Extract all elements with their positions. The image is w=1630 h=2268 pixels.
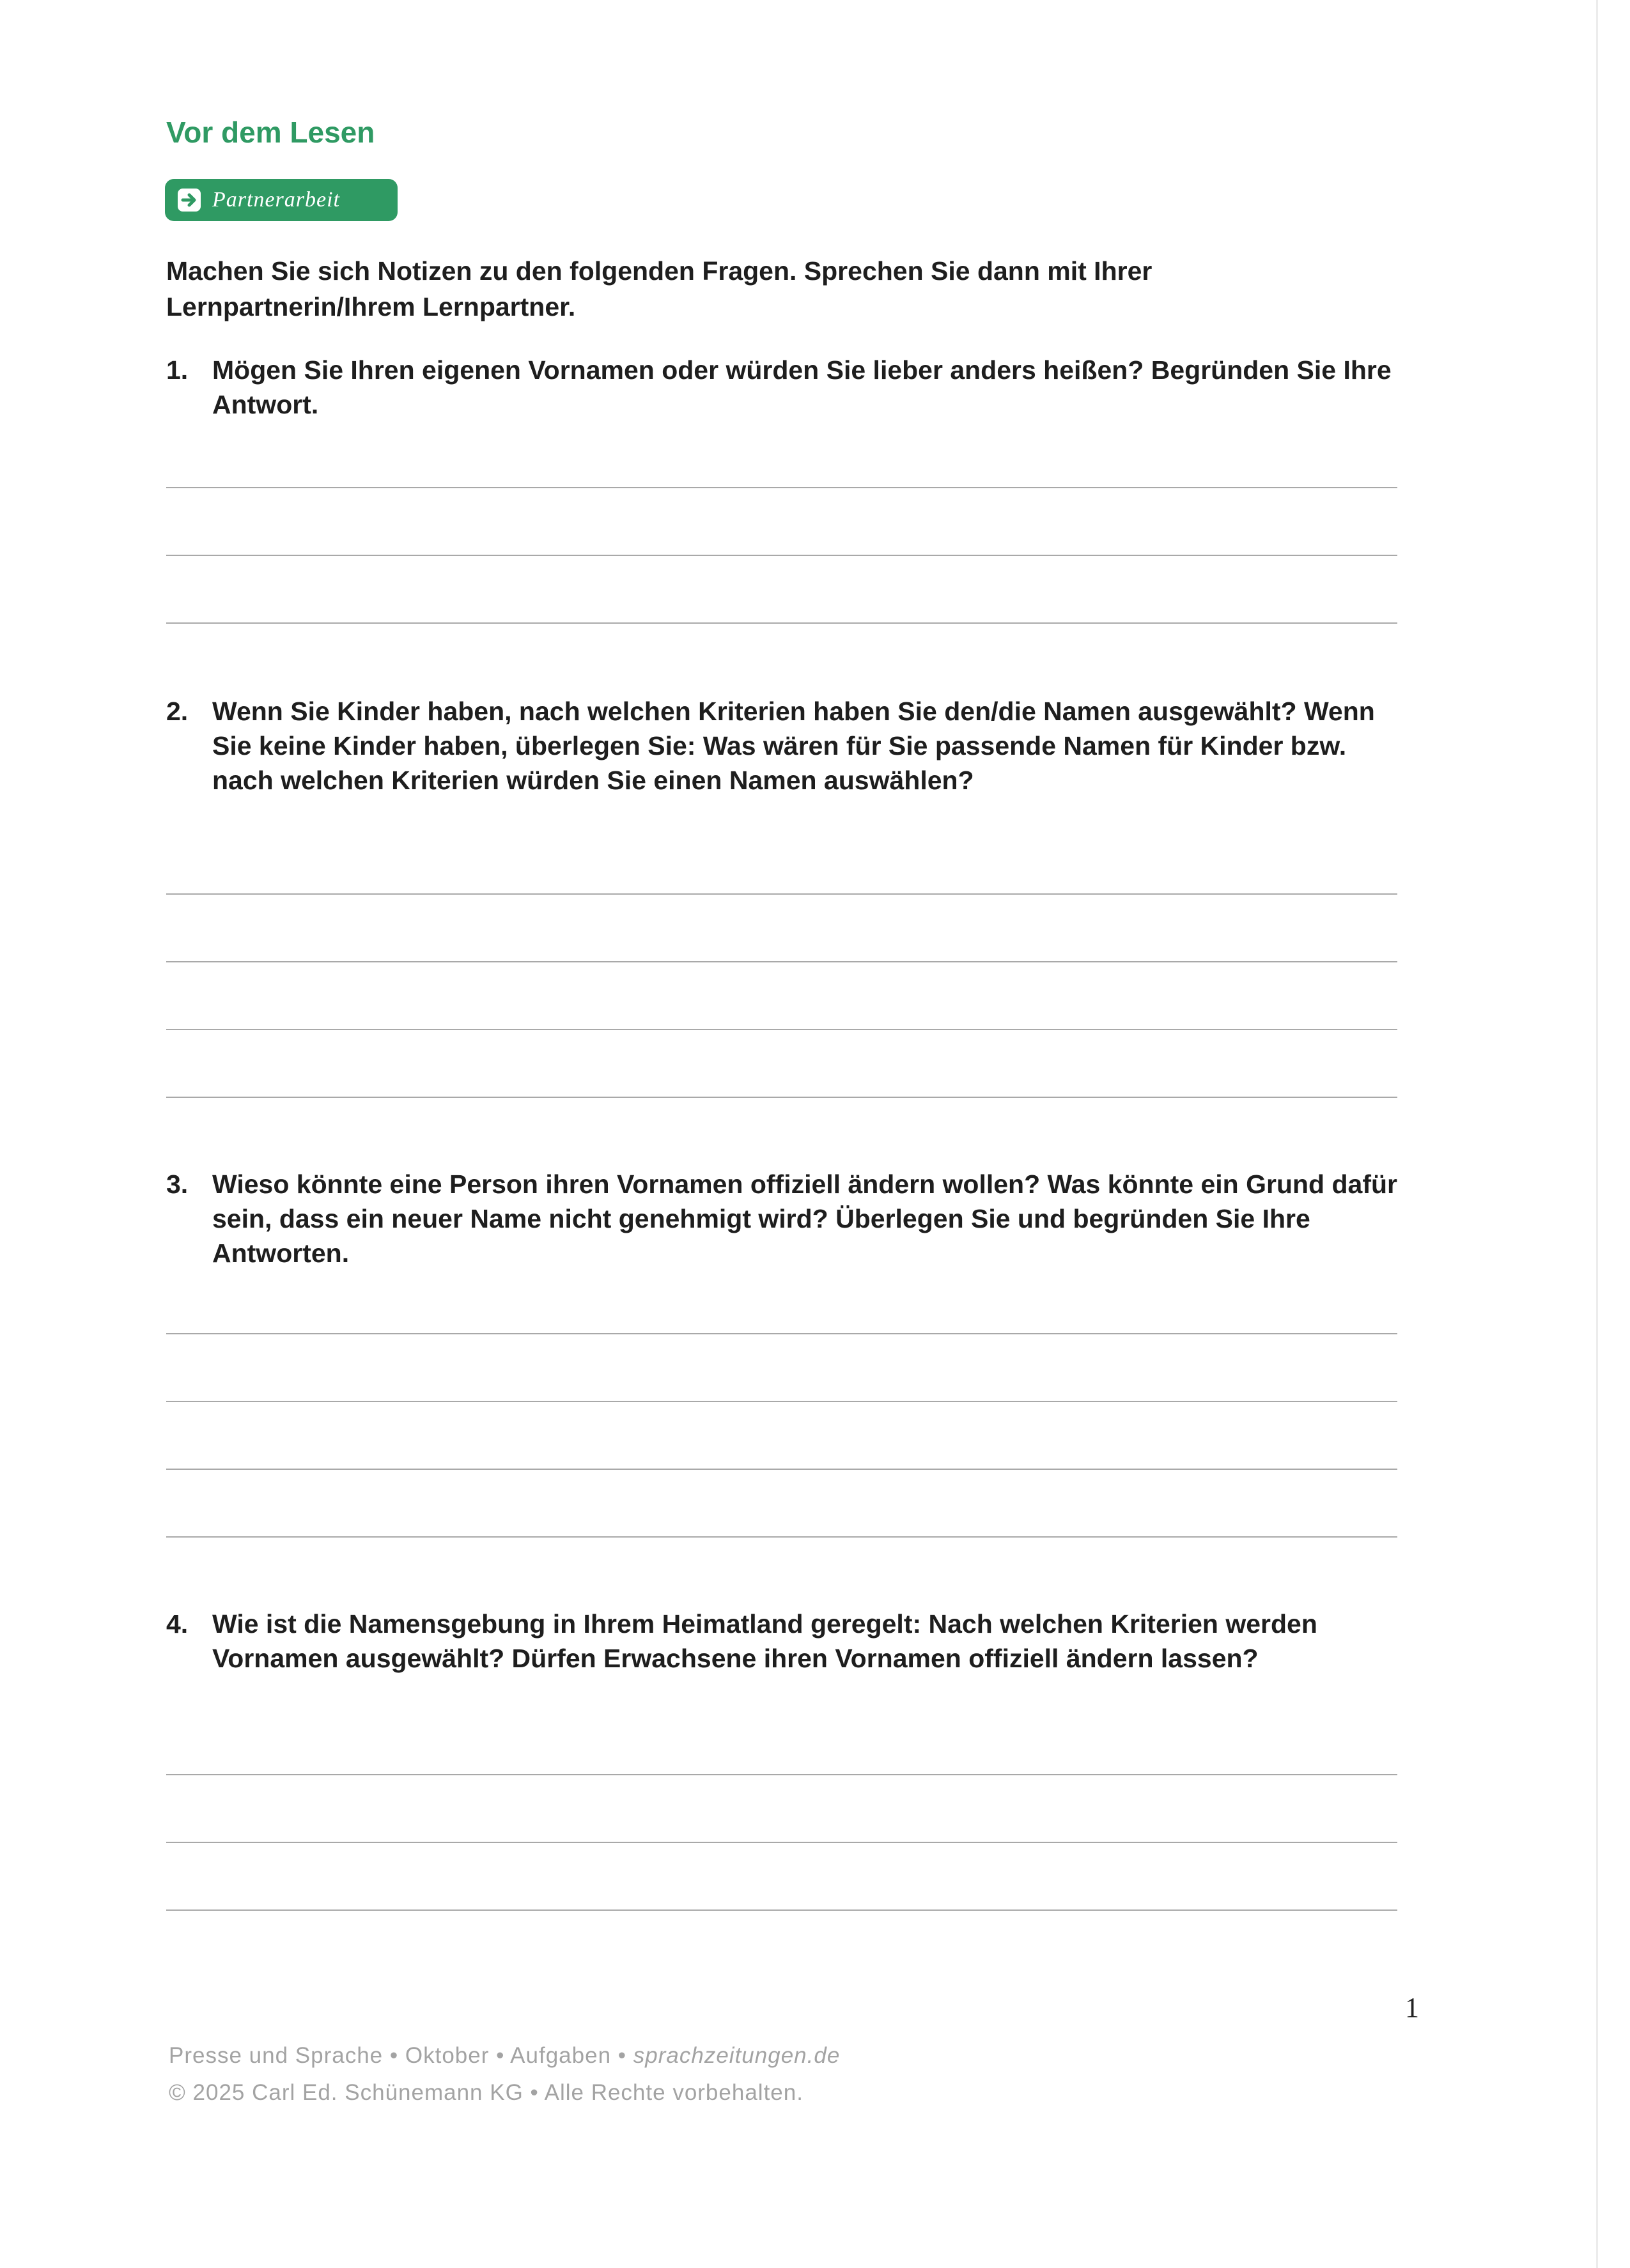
answer-line[interactable] [166,622,1397,624]
footer-separator: • [530,2080,539,2105]
answer-line[interactable] [166,1029,1397,1030]
instruction-text: Machen Sie sich Notizen zu den folgenden Fragen. Sprechen Sie dann mit Ihrer Lernpartnerin/Ihrem Lernpartner. [166,256,1153,321]
answer-line[interactable] [166,1097,1397,1098]
answer-line[interactable] [166,487,1397,488]
question-2 [166,694,1406,798]
badge-label: Partnerarbeit [212,188,340,212]
page-number: 1 [1405,1992,1419,2023]
footer-rights: Alle Rechte vorbehalten. [544,2080,803,2105]
footer-separator: • [617,2043,627,2068]
question-number: 1. [166,355,189,385]
footer [169,2037,840,2111]
footer-publication: Presse und Sprache [169,2043,384,2068]
question-text: Wieso könnte eine Person ihren Vornamen offiziell ändern wollen? Was könnte ein Grund dafür sein, dass ein neuer Name nicht genehmigt wird? Überlegen Sie und begründen Sie Ihre Antworten. [212,1169,1397,1268]
question-number: 4. [166,1609,189,1639]
footer-line-2 [169,2074,840,2111]
question-3 [166,1167,1406,1270]
answer-line[interactable] [166,1469,1397,1470]
answer-line[interactable] [166,1774,1397,1775]
footer-website-link[interactable]: sprachzeitungen.de [633,2043,841,2068]
answer-line[interactable] [166,893,1397,895]
question-1 [166,353,1406,422]
partnerarbeit-badge [165,179,398,221]
question-number: 3. [166,1169,189,1199]
question-4 [166,1607,1406,1676]
footer-copyright: © 2025 Carl Ed. Schünemann KG [169,2080,524,2105]
page-edge [1596,0,1598,2268]
answer-line[interactable] [166,961,1397,962]
question-text: Wenn Sie Kinder haben, nach welchen Kriterien haben Sie den/die Namen ausgewählt? Wenn Sie keine Kinder haben, überlegen Sie: Was wären für Sie passende Namen für Kinder bzw. nach welchen Kriterien würden Sie einen Namen auswählen? [212,697,1375,795]
answer-line[interactable] [166,1401,1397,1402]
question-text: Wie ist die Namensgebung in Ihrem Heimatland geregelt: Nach welchen Kriterien werden Vornamen ausgewählt? Dürfen Erwachsene ihren Vornamen offiziell ändern lassen? [212,1609,1317,1673]
answer-line[interactable] [166,1909,1397,1911]
answer-line[interactable] [166,555,1397,556]
section-heading: Vor dem Lesen [166,116,375,149]
footer-separator: • [389,2043,399,2068]
footer-section: Aufgaben [510,2043,612,2068]
answer-line[interactable] [166,1842,1397,1843]
footer-separator: • [496,2043,505,2068]
answer-line[interactable] [166,1333,1397,1334]
arrow-right-icon [176,187,202,213]
question-text: Mögen Sie Ihren eigenen Vornamen oder würden Sie lieber anders heißen? Begründen Sie Ihre Antwort. [212,355,1392,419]
question-number: 2. [166,697,189,726]
footer-month: Oktober [405,2043,490,2068]
answer-line[interactable] [166,1536,1397,1538]
footer-line-1 [169,2037,840,2074]
